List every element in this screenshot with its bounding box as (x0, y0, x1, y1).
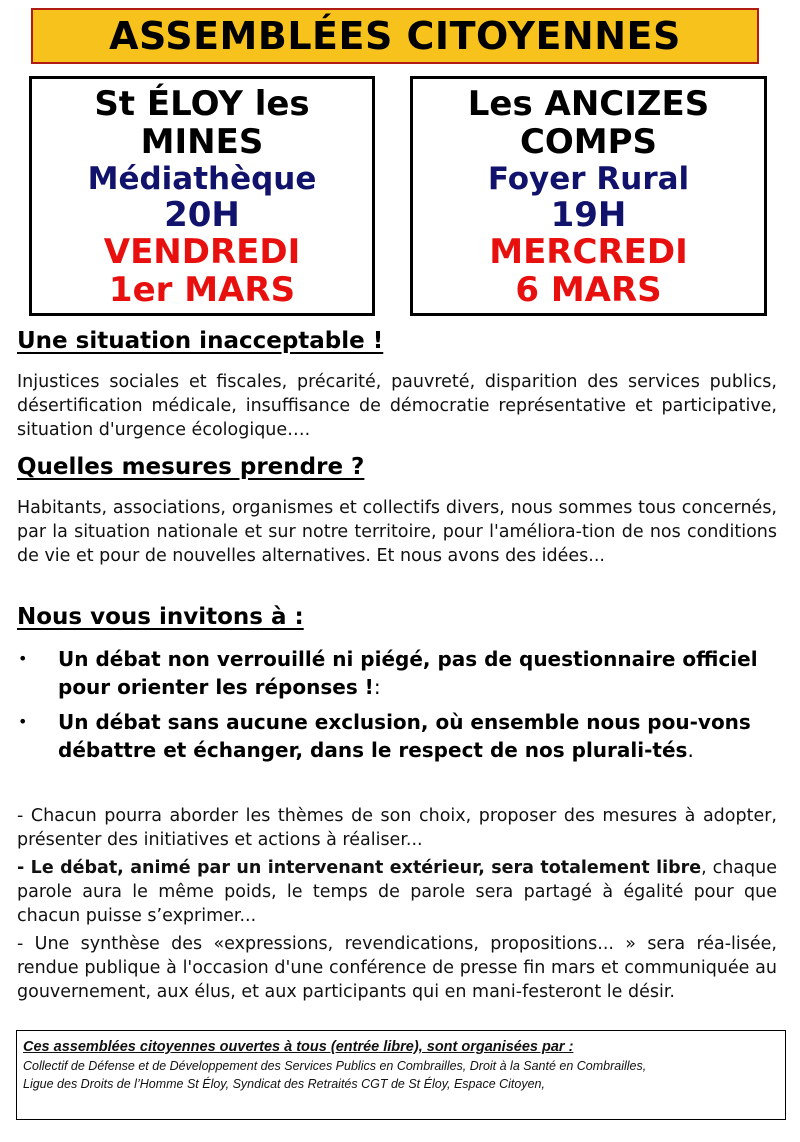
event-place: St ÉLOY les (94, 84, 310, 124)
bullet-end: : (373, 675, 381, 699)
section-text-situation: Injustices sociales et fiscales, précarité, pauvreté, disparition des services publics, désertification médicale, insuffisance de démocratie représentative et participative, situation d'urgence écologique…. (17, 372, 777, 440)
event-venue: Médiathèque (87, 161, 317, 197)
event-day: VENDREDI (103, 232, 301, 272)
detail-bold-text: - Le débat, animé par un intervenant extérieur, sera totalement libre (17, 858, 702, 878)
organizers-title: Ces assemblées citoyennes ouvertes à tous (entrée libre), sont organisées par : (23, 1039, 574, 1055)
bullet-icon: • (18, 649, 28, 668)
event-box-saint-eloy (29, 76, 375, 316)
bullet-icon: • (18, 712, 28, 731)
event-place: COMPS (519, 122, 658, 162)
event-place: Les ANCIZES (467, 84, 710, 124)
organizers-line: Ligue des Droits de l’Homme St Éloy, Syndicat des Retraités CGT de St Éloy, Espace Citoyen, (23, 1077, 545, 1091)
organizers-line: Collectif de Défense et de Développement des Services Publics en Combrailles, Droit à la Santé en Combrailles, (23, 1059, 647, 1073)
section-heading-measures: Quelles mesures prendre ? (17, 454, 365, 480)
event-time: 19H (550, 195, 627, 235)
bullet-text: Un débat sans aucune exclusion, où ensemble nous pou-vons débattre et échanger, dans le respect de nos plurali-tés (58, 710, 751, 762)
event-venue: Foyer Rural (487, 161, 690, 197)
list-item (18, 708, 758, 764)
section-text-measures: Habitants, associations, organismes et collectifs divers, nous sommes tous concernés, par la situation nationale et sur notre territoire, pour l'améliora-tion de nos conditions de vie et pour de nouvelles alternatives. Et nous avons des idées... (17, 498, 777, 566)
bullet-end: . (687, 738, 694, 762)
banner-title: ASSEMBLÉES CITOYENNES (31, 8, 759, 64)
event-date: 6 MARS (515, 270, 662, 310)
list-item (18, 645, 758, 701)
event-date: 1er MARS (108, 270, 296, 310)
event-time: 20H (164, 195, 240, 235)
section-heading-situation: Une situation inacceptable ! (17, 328, 384, 354)
detail-text: , chaque parole aura le même poids, le temps de parole sera partagé à égalité pour que chacun puisse s’exprimer... (17, 858, 777, 926)
event-day: MERCREDI (489, 232, 688, 272)
detail-paragraph (17, 856, 777, 928)
section-heading-invitation: Nous vous invitons à : (17, 604, 304, 630)
event-place: MINES (140, 122, 264, 162)
detail-paragraph: - Chacun pourra aborder les thèmes de son choix, proposer des mesures à adopter, présenter des initiatives et actions à réaliser... (17, 806, 777, 850)
detail-paragraph: - Une synthèse des «expressions, revendications, propositions... » sera réa-lisée, rendue publique à l'occasion d'une conférence de presse fin mars et communiquée au gouvernement, aux élus, et aux participants qui en mani-festeront le désir. (17, 934, 777, 1002)
bullet-text: Un débat non verrouillé ni piégé, pas de questionnaire officiel pour orienter les réponses ! (58, 647, 758, 699)
organizers-box (16, 1030, 786, 1120)
event-box-les-ancizes (410, 76, 767, 316)
